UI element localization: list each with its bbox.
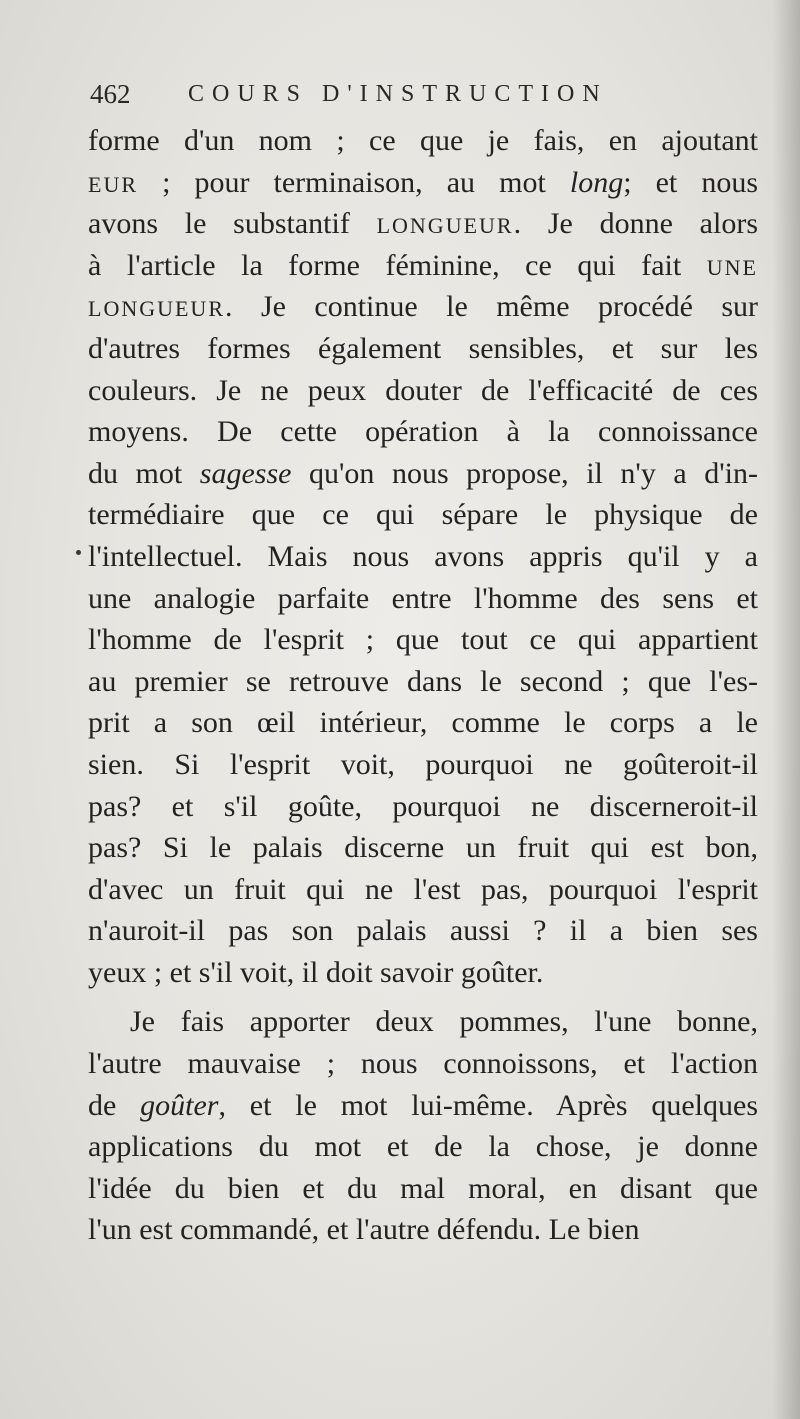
paragraph-gap xyxy=(88,993,758,1001)
text-run: à l'article la forme féminine, ce qui fait xyxy=(88,248,707,282)
text-run: l'un est commandé, et l'autre défendu. Le bien xyxy=(88,1213,640,1247)
text-run: pas? Si le palais discerne un fruit qui est bon, xyxy=(88,831,758,865)
text-line xyxy=(88,370,758,412)
italic-word: sagesse xyxy=(199,456,292,490)
text-run: l'autre mauvaise ; nous connoissons, et l'action xyxy=(88,1047,758,1081)
text-run: d'avec un fruit qui ne l'est pas, pourquoi l'esprit xyxy=(88,872,758,906)
text-line xyxy=(88,869,758,911)
margin-mark xyxy=(76,550,81,555)
text-line xyxy=(88,619,758,661)
text-line xyxy=(88,453,758,495)
page-header xyxy=(90,76,710,116)
text-run: termédiaire que ce qui sépare le physique de xyxy=(88,498,758,532)
text-line xyxy=(88,910,758,952)
paragraph xyxy=(88,1001,758,1251)
text-run: , et le mot lui-même. Après quelques xyxy=(218,1088,759,1122)
text-line xyxy=(88,952,758,994)
text-run: Je fais apporter deux pommes, l'une bonne, xyxy=(130,1005,758,1039)
text-line xyxy=(88,1126,758,1168)
text-line xyxy=(88,536,758,578)
text-run: ; et nous xyxy=(623,165,758,199)
text-run: yeux ; et s'il voit, il doit savoir goûter. xyxy=(88,955,544,989)
text-line xyxy=(88,411,758,453)
text-run: l'intellectuel. Mais nous avons appris qu'il y a xyxy=(88,539,758,573)
small-caps-word: LONGUEUR xyxy=(376,213,514,239)
text-run: . Je continue le même procédé sur xyxy=(225,290,758,324)
text-run: ; pour terminaison, au mot xyxy=(138,165,570,199)
text-line xyxy=(88,1085,758,1127)
italic-word: long xyxy=(569,165,624,199)
text-line xyxy=(88,203,758,245)
text-line xyxy=(88,661,758,703)
text-run: de xyxy=(88,1088,141,1122)
text-run: une analogie parfaite entre l'homme des sens et xyxy=(88,581,758,615)
text-line xyxy=(88,328,758,370)
body-text xyxy=(88,120,758,1251)
text-run: sien. Si l'esprit voit, pourquoi ne goûteroit-il xyxy=(88,747,758,781)
text-run: . Je donne alors xyxy=(513,207,758,241)
small-caps-word: EUR xyxy=(88,171,138,197)
text-run: au premier se retrouve dans le second ; que l'es- xyxy=(88,664,758,698)
text-run: qu'on nous propose, il n'y a d'in- xyxy=(291,456,758,490)
text-line xyxy=(88,1043,758,1085)
running-head: COURS D'INSTRUCTION xyxy=(188,81,608,107)
text-line xyxy=(88,744,758,786)
text-run: l'homme de l'esprit ; que tout ce qui appartient xyxy=(88,623,758,657)
text-line xyxy=(88,1001,758,1043)
text-run: n'auroit-il pas son palais aussi ? il a bien ses xyxy=(88,914,758,948)
text-run: d'autres formes également sensibles, et sur les xyxy=(88,331,758,365)
text-run: couleurs. Je ne peux douter de l'efficacité de ces xyxy=(88,373,758,407)
page-number: 462 xyxy=(90,79,131,109)
text-line xyxy=(88,1209,758,1251)
small-caps-word: LONGUEUR xyxy=(88,296,225,322)
text-run: avons le substantif xyxy=(88,207,377,241)
text-line xyxy=(88,494,758,536)
text-run: moyens. De cette opération à la connoissance xyxy=(88,415,758,449)
text-run: pas? et s'il goûte, pourquoi ne discerneroit-il xyxy=(88,789,758,823)
text-line xyxy=(88,286,758,328)
text-run: forme d'un nom ; ce que je fais, en ajoutant xyxy=(88,124,758,157)
text-line xyxy=(88,786,758,828)
text-run: l'idée du bien et du mal moral, en disant que xyxy=(88,1171,758,1205)
italic-word: goûter xyxy=(140,1088,219,1122)
paragraph xyxy=(88,120,758,993)
text-line xyxy=(88,702,758,744)
text-line xyxy=(88,1168,758,1210)
small-caps-word: UNE xyxy=(706,254,758,280)
text-line xyxy=(88,578,758,620)
text-run: prit a son œil intérieur, comme le corps a le xyxy=(88,706,758,740)
text-line xyxy=(88,162,758,204)
text-line xyxy=(88,120,758,162)
text-run: du mot xyxy=(88,456,200,490)
text-line xyxy=(88,827,758,869)
text-run: applications du mot et de la chose, je donne xyxy=(88,1130,758,1164)
text-line xyxy=(88,245,758,287)
